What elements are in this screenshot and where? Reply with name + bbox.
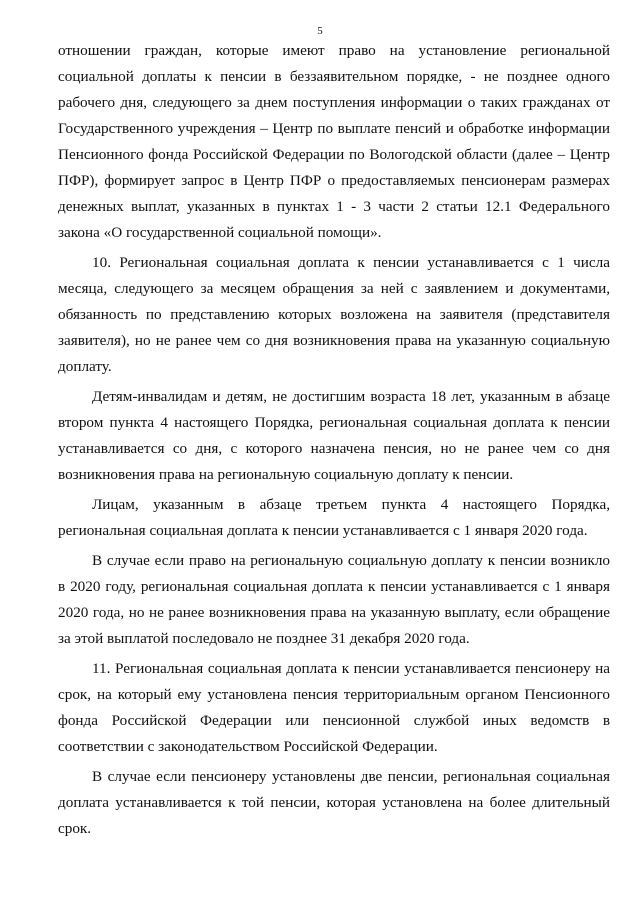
paragraph-continued: отношении граждан, которые имеют право на установление региональной социальной доплаты к пенсии в беззаявительном порядке, - не позднее одного рабочего дня, следующего за днем поступления информации о таких гражданах от Государственного учреждения – Центр по выплате пенсий и обработке информации Пенсионного фонда Российской Федерации по Вологодской области (далее – Центр ПФР), формирует запрос в Центр ПФР о предоставляемых пенсионерам размерах денежных выплат, указанных в пунктах 1 - 3 части 2 статьи 12.1 Федерального закона «О государственной социальной помощи». (58, 42, 610, 241)
document-body (58, 38, 610, 846)
paragraph-10: 10. Региональная социальная доплата к пенсии устанавливается с 1 числа месяца, следующего за месяцем обращения за ней с заявлением и документами, обязанность по представлению которых возложена на заявителя (представителя заявителя), но не ранее чем со дня возникновения права на указанную социальную доплату. (58, 254, 610, 375)
page-number: 5 (317, 25, 323, 37)
paragraph-children-disabled: Детям-инвалидам и детям, не достигшим возраста 18 лет, указанным в абзаце втором пункта 4 настоящего Порядка, региональная социальная доплата к пенсии устанавливается со дня, с которого назначена пенсия, но не ранее чем со дня возникновения права на региональную социальную доплату к пенсии. (58, 388, 610, 483)
paragraph-two-pensions: В случае если пенсионеру установлены две пенсии, региональная социальная доплата устанавливается к той пенсии, которая установлена на более длительный срок. (58, 768, 610, 837)
paragraph-2020-right: В случае если право на региональную социальную доплату к пенсии возникло в 2020 году, региональная социальная доплата к пенсии устанавливается с 1 января 2020 года, но не ранее возникновения права на указанную выплату, если обращение за этой выплатой последовало не позднее 31 декабря 2020 года. (58, 552, 610, 647)
paragraph-11: 11. Региональная социальная доплата к пенсии устанавливается пенсионеру на срок, на который ему установлена пенсия территориальным органом Пенсионного фонда Российской Федерации или пенсионной службой иных ведомств в соответствии с законодательством Российской Федерации. (58, 660, 610, 755)
paragraph-persons-item4: Лицам, указанным в абзаце третьем пункта 4 настоящего Порядка, региональная социальная доплата к пенсии устанавливается с 1 января 2020 года. (58, 496, 610, 539)
